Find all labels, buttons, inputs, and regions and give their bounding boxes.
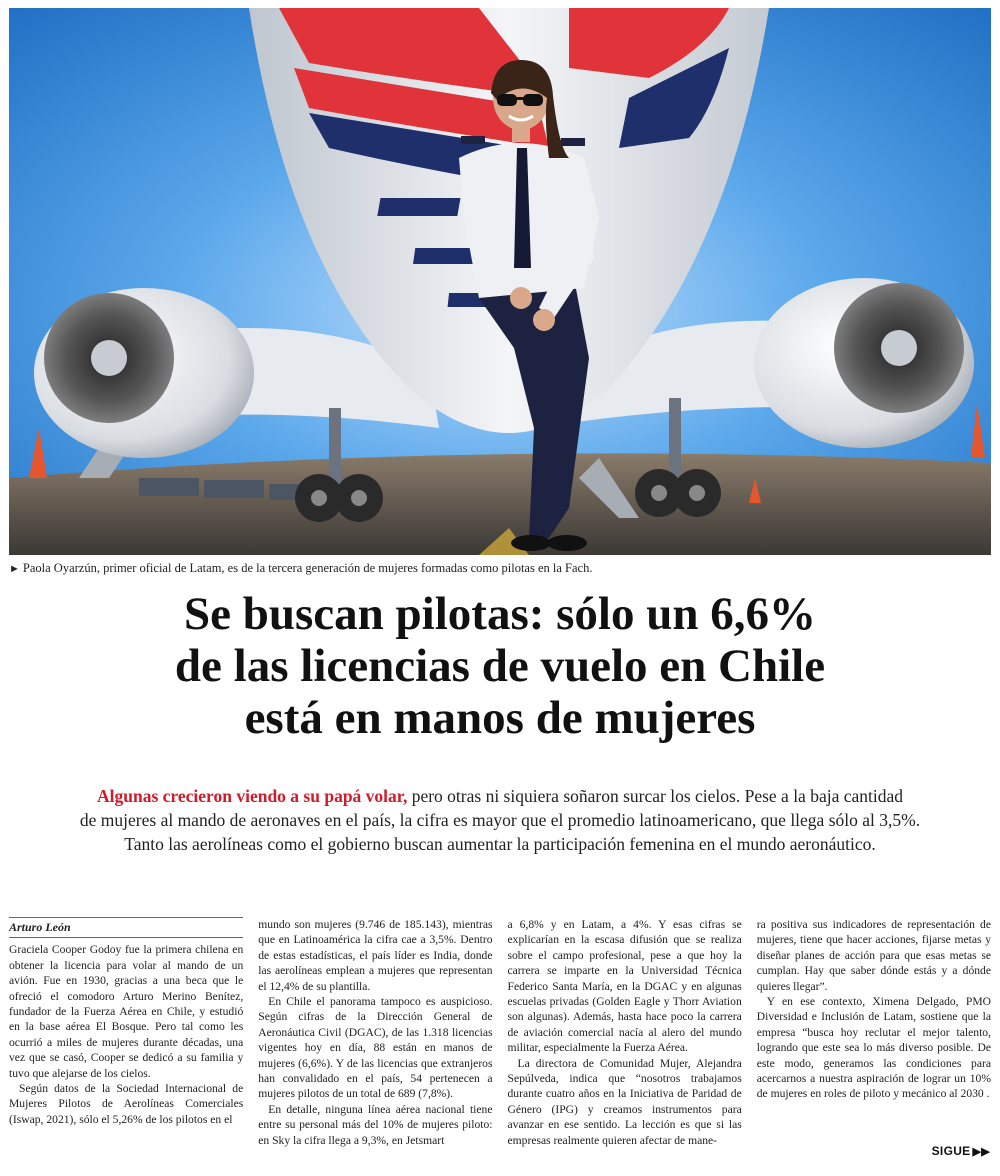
column-4 (757, 917, 991, 1162)
paragraph: En Chile el panorama tampoco es auspicioso. Según cifras de la Dirección General de Aeronáutica Civil (DGAC), de las 1.318 licencias vigentes hoy en día, 88 están en manos de mujeres (6,6%). Y de las licencias que extranjeros han convalidado en el país, 54 pertenecen a mujeres pilotos de un total de 689 (7,8%). (258, 995, 493, 1101)
caption-text: Paola Oyarzún, primer oficial de Latam, es de la tercera generación de mujeres formadas como pilotas en la Fach. (22, 561, 593, 575)
headline-line-2: de las licencias de vuelo en Chile (174, 640, 826, 692)
lead-line-1-rest: pero otras ni siquiera soñaron surcar los cielos. Pese a la baja cantidad (407, 786, 903, 806)
article-body (9, 917, 991, 1162)
paragraph: En detalle, ninguna línea aérea nacional tiene entre su personal más del 10% de mujeres piloto: en Sky la cifra llega a 9,3%, en Jetsmart (258, 1102, 493, 1147)
paragraph: Y en ese contexto, Ximena Delgado, PMO Diversidad e Inclusión de Latam, sostiene que la empresa “busca hoy reclutar el mejor talento, logrando que este sea lo más diverso posible. De este modo, generamos las condiciones para acercarnos a nuestra aspiración de lograr un 10% de mujeres en roles de piloto y mecánico al 2030 . (756, 995, 991, 1101)
double-arrow-icon: ▶▶ (972, 1146, 990, 1158)
lead-paragraph (20, 784, 980, 856)
caption-marker-icon: ► (9, 563, 20, 575)
column-2 (258, 917, 492, 1162)
continue-label: SIGUE (931, 1144, 971, 1158)
lead-line-1 (20, 784, 980, 808)
paragraph: La directora de Comunidad Mujer, Alejandra Sepúlveda, indica que “nosotros trabajamos durante cuatro años en la Iniciativa de Paridad de Género (IPG) y creamos instrumentos para avanzar en ese sentido. La lección es que si las empresas realmente quieren afectar de mane- (507, 1056, 742, 1147)
photo-caption (9, 561, 991, 576)
headline (20, 588, 980, 744)
paragraph: Graciela Cooper Godoy fue la primera chilena en obtener la licencia para volar al mando de un avión. Fue en 1930, gracias a una beca que le ofreció el comodoro Arturo Merino Benítez, fundador de la Fuerza Aérea en Chile, y estudió en la base aérea El Bosque. Pero tal como les ocurrió a miles de mujeres durante décadas, una vez que se casó, Cooper se dedicó a su familia y tuvo que alejarse de los cielos. (9, 943, 244, 1080)
aircraft-illustration (9, 8, 991, 555)
paragraph: a 6,8% y en Latam, a 4%. Y esas cifras se explicarían en la escasa difusión que se realiza sobre el campo profesional, pese a que hoy la carrera se imparte en la Universidad Técnica Federico Santa María, en la DGAC y en algunas escuelas privadas (Golden Eagle y Thorr Aviation son algunas). Además, hasta hace poco la carrera de aviación comercial nacía al alero del mundo militar, especialmente la Fuerza Aérea. (507, 918, 742, 1055)
continue-marker (932, 1144, 990, 1158)
headline-line-1: Se buscan pilotas: sólo un 6,6% (183, 588, 817, 640)
headline-line-3: está en manos de mujeres (244, 692, 756, 744)
lead-line-2: de mujeres al mando de aeronaves en el país, la cifra es mayor que el promedio latinoamericano, que llega sólo al 3,5%. (79, 810, 921, 830)
paragraph: mundo son mujeres (9.746 de 185.143), mientras que en Latinoamérica la cifra cae a 3,5%. Dentro de estas estadísticas, el país líder es India, donde las aerolíneas emplean a mujeres que representan el 12,4% de su plantilla. (258, 918, 493, 993)
column-1 (9, 917, 243, 1162)
author-byline: Arturo León (9, 917, 243, 938)
paragraph: Según datos de la Sociedad Internacional de Mujeres Pilotos de Aerolíneas Comerciales (Iswap, 2021), sólo el 5,26% de los pilotos en el (9, 1082, 244, 1126)
lead-line-3: Tanto las aerolíneas como el gobierno buscan aumentar la participación femenina en el mundo aeronáutico. (124, 834, 876, 854)
paragraph: ra positiva sus indicadores de representación de mujeres, tiene que hacer acciones, fijarse metas y diseñar planes de acción para que esas metas se cumplan. Hay que saber dónde estás y a dónde quieres llegar”. (756, 918, 991, 993)
lead-highlight: Algunas crecieron viendo a su papá volar, (96, 786, 408, 806)
hero-photo (9, 8, 991, 555)
column-3 (508, 917, 742, 1162)
